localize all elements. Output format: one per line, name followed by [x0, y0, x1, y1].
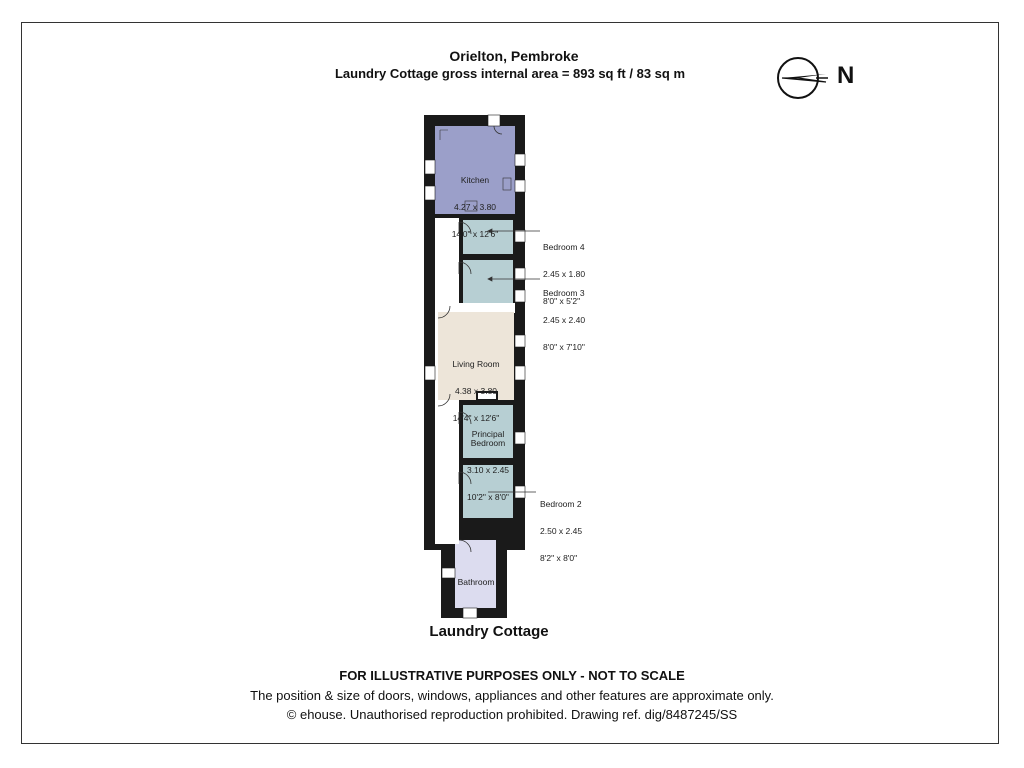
gross-area-subtitle: Laundry Cottage gross internal area = 893 sq ft / 83 sq m	[334, 66, 686, 81]
disclaimer-heading: FOR ILLUSTRATIVE PURPOSES ONLY - NOT TO SCALE	[339, 668, 685, 683]
building-label: Laundry Cottage	[429, 623, 549, 640]
bedroom3-room	[463, 260, 513, 303]
disclaimer-text: The position & size of doors, windows, appliances and other features are approximate only.	[250, 688, 774, 703]
bedroom2-label: Bedroom 2 2.50 x 2.45 8'2" x 8'0"	[540, 499, 583, 563]
kitchen-label: Kitchen 4.27 x 3.80 14'0" x 12'6"	[451, 175, 499, 239]
north-letter: N	[837, 62, 855, 89]
principal-bedroom-label: Principal Bedroom 3.10 x 2.45 10'2" x 8'0"	[466, 429, 510, 502]
living-room-label: Living Room 4.38 x 3.80 14'4" x 12'6"	[452, 359, 500, 423]
copyright-text: © ehouse. Unauthorised reproduction prohibited. Drawing ref. dig/8487245/SS	[286, 707, 738, 722]
bedroom4-label: Bedroom 4 2.45 x 1.80 8'0" x 5'2"	[543, 242, 586, 306]
bedroom3-label: Bedroom 3 2.45 x 2.40 8'0" x 7'10"	[543, 288, 586, 352]
bathroom-label: Bathroom	[457, 577, 495, 587]
plan-location-title: Orielton, Pembroke	[449, 48, 579, 64]
